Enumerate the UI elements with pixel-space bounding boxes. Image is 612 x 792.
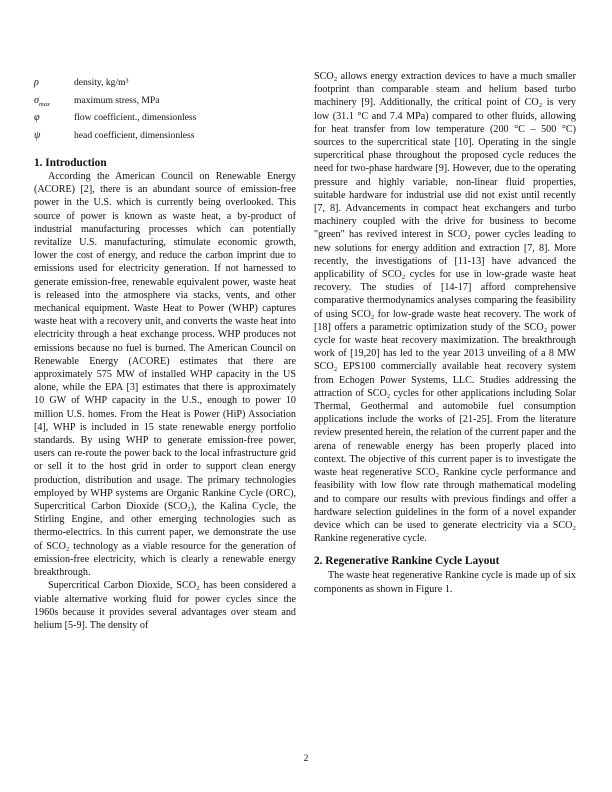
nomenclature-description: maximum stress, MPa xyxy=(74,94,160,106)
intro-paragraph: According the American Council on Renewable Energy (ACORE) [2], there is an abundant source of emission-free power in the U.S. which is currently being overlooked. This source of power is known as waste heat, a by-product of industrial manufacturing processes which can potentially revitalize U.S. manufacturing, stimulate economic growth, lower the cost of energy, and reduce the carbon imprint due to emissions used for electricity generation. If not harnessed to generate emission-free, renewable equivalent power, waste heat is released into the atmosphere via stacks, vents, and other mechanical equipment. Waste Heat to Power (WHP) captures waste heat with a recovery unit, and converts the waste heat into electricity through a heat exchange process. WHP produces not emissions because no fuel is burned. The American Council on Renewable Energy (ACORE) estimates that there are approximately 575 MW of installed WHP capacity in the US alone, while the EPA [3] estimates that there is approximately 10 GW of WHP capacity in the U.S., enough to power 10 million U.S. homes. From the Heat is Power (HiP) Association [4], WHP is included in 15 state renewable energy portfolio standards. By using WHP to generate emission-free power, users can re-route the power back to the local infrastructure grid or sell it to the host grid in order to support clean energy production, distribution and usage. The primary technologies employed by WHP systems are Organic Rankine Cycle (ORC), Supercritical Carbon Dioxide (SCO₂), the Kalina Cycle, the Stirling Engine, and other emerging technologies such as thermo-electrics. In this current paper, we demonstrate the use of SCO₂ technology as a viable resource for the generation of emission-free electricity, which is clearly a renewable energy breakthrough. xyxy=(34,171,296,579)
nomenclature-table xyxy=(34,76,296,146)
nomenclature-row xyxy=(34,76,296,94)
nomenclature-row xyxy=(34,94,296,112)
layout-paragraph: The waste heat regenerative Rankine cycle is made up of six components as shown in Figure 1. xyxy=(314,570,576,595)
nomenclature-row xyxy=(34,111,296,129)
nomenclature-row xyxy=(34,129,296,147)
sco2-paragraph-continued: SCO₂ allows energy extraction devices to have a much smaller footprint than comparable steam and helium based turbo machinery [9]. Additionally, the critical point of CO₂ is very low (31.1 °C and 7.4 MPa) compared to other fluids, allowing for heat transfer from low temperature (200 °C – 500 °C) sources to the supercritical state [10]. Operating in the single supercritical phase throughout the proposed cycle reduces the need for two-phase hardware [9]. However, due to the operating pressure and highly variable, non-linear fluid properties, suitable hardware for industrial use did not exist until recently [7, 8]. Advancements in compact heat exchangers and turbo machinery coupled with the drive for business to become "green" has revived interest in SCO₂ power cycles leading to new solutions for energy addition and extraction [7, 8]. More recently, the investigations of [11-13] have advanced the applicability of SCO₂ cycles for use in low-grade waste heat recovery. The studies of [14-17] afford comprehensive comparative thermodynamics analyses comparing the feasibility of using SCO₂ for low-grade waste heat recovery. The work of [18] offers a parametric optimization study of the SCO₂ power cycle for waste heat recovery maximization. The breakthrough work of [19,20] has led to the year 2013 unveiling of a 8 MW SCO₂ EPS100 commercially available heat recovery system from Echogen Power Systems, LLC. Studies addressing the attraction of SCO₂ cycles for other applications including Solar Thermal, Geothermal and automobile fuel consumption applications include the works of [21-25]. From the literature review presented herein, the relation of the current paper and the arena of renewable energy has been properly placed into context. The objective of this current paper is to investigate the waste heat regenerative SCO₂ Rankine cycle performance and feasibility with low flow rate through mathematical modeling and to compare our results with previous findings and offer a hardware selection guidelines in the form of a novel expander device which can be used to generate electricity via a SCO₂ Rankine regenerative cycle. xyxy=(314,71,576,545)
page-number: 2 xyxy=(303,754,309,764)
nomenclature-symbol: ψ xyxy=(34,129,41,141)
left-column xyxy=(34,70,296,632)
nomenclature-description: flow coefficient., dimensionless xyxy=(74,112,197,123)
section-heading-introduction: 1. Introduction xyxy=(34,157,107,169)
nomenclature-description: head coefficient, dimensionless xyxy=(74,129,195,141)
nomenclature-symbol: φ xyxy=(34,112,40,123)
section-heading-rankine-layout: 2. Regenerative Rankine Cycle Layout xyxy=(314,555,500,568)
nomenclature-description: density, kg/m³ xyxy=(74,77,129,88)
nomenclature-symbol: ρ xyxy=(34,77,39,88)
right-column xyxy=(314,70,576,596)
sco2-paragraph-start: Supercritical Carbon Dioxide, SCO₂ has been considered a viable alternative working fluid for power cycles since the 1960s because it provides several advantages over steam and helium [5-9]. The density of xyxy=(34,580,296,631)
nomenclature-symbol: $\sigma_{max}$ xyxy=(34,94,50,108)
